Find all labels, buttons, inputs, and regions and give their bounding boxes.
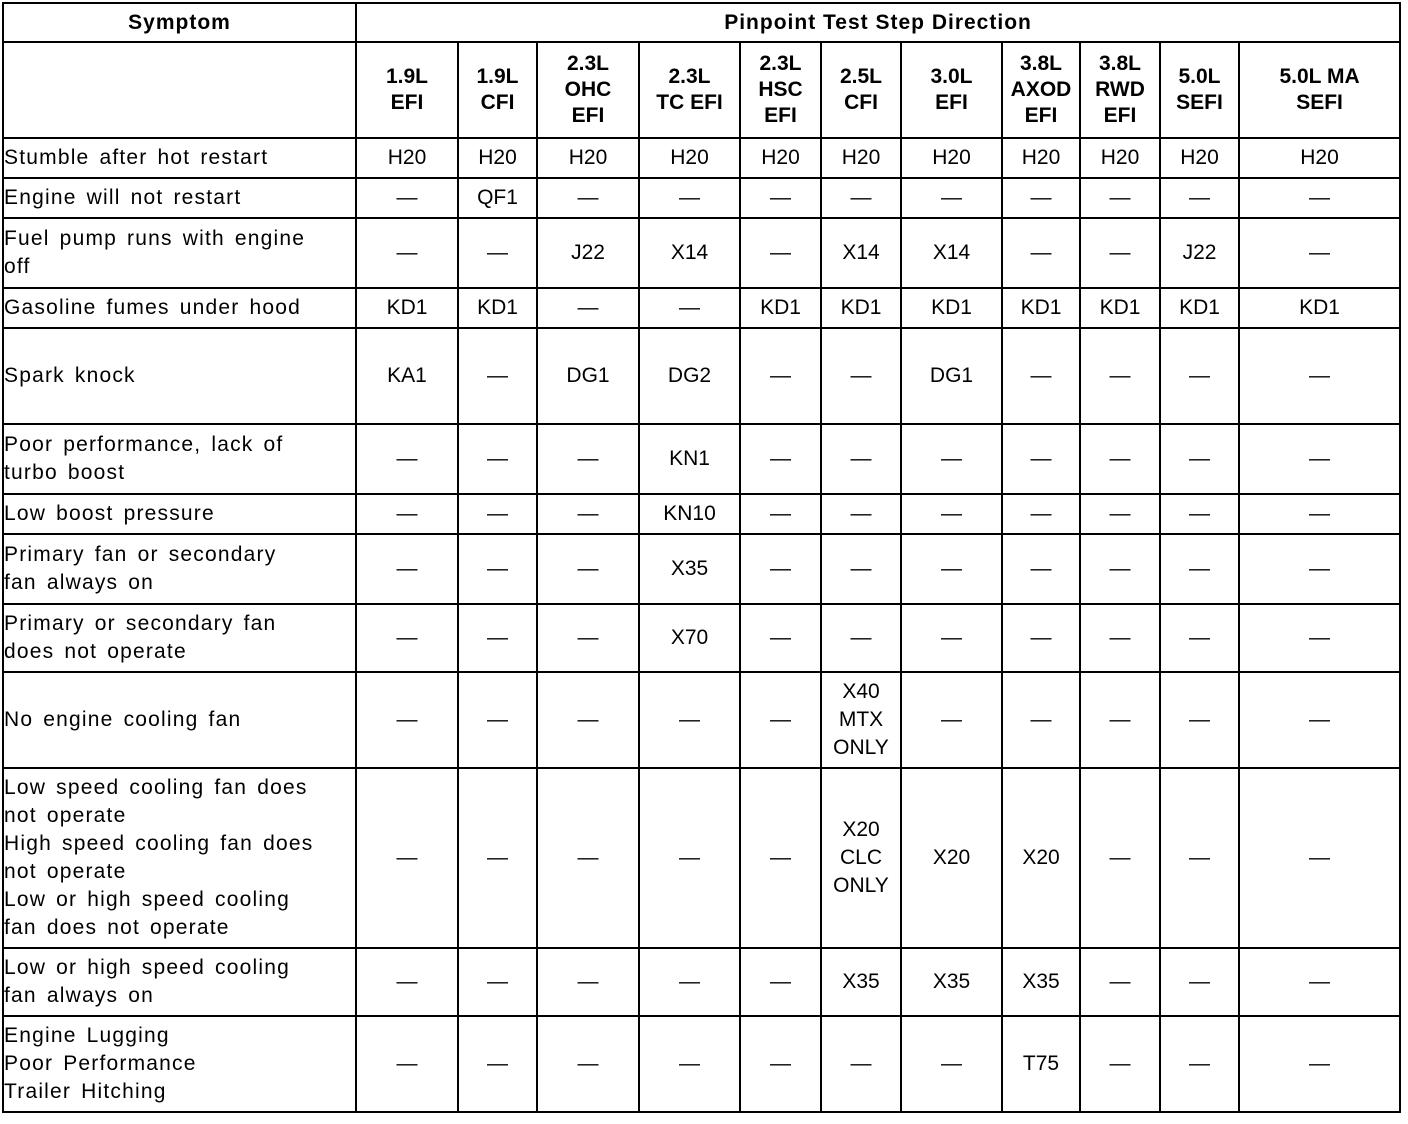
symptom-header: Symptom <box>3 3 356 42</box>
test-step-cell: — <box>901 534 1002 604</box>
test-step-cell: X14 <box>821 218 901 288</box>
test-step-cell: — <box>740 534 821 604</box>
symptom-cell: Gasoline fumes under hood <box>3 288 356 328</box>
test-step-cell: H20 <box>1002 138 1080 178</box>
test-step-cell: KD1 <box>901 288 1002 328</box>
test-step-cell: — <box>1080 768 1160 948</box>
test-step-cell: DG1 <box>537 328 639 424</box>
test-step-cell: KD1 <box>1160 288 1239 328</box>
test-step-cell: — <box>740 672 821 768</box>
test-step-cell: — <box>458 328 537 424</box>
engine-header: 5.0L SEFI <box>1160 42 1239 138</box>
test-step-cell: — <box>1160 534 1239 604</box>
test-step-cell: — <box>1239 494 1400 534</box>
test-step-cell: — <box>1160 328 1239 424</box>
test-step-cell: — <box>639 1016 740 1112</box>
test-step-cell: QF1 <box>458 178 537 218</box>
test-step-cell: — <box>537 672 639 768</box>
test-step-cell: H20 <box>537 138 639 178</box>
symptom-cell: Stumble after hot restart <box>3 138 356 178</box>
test-step-cell: — <box>356 218 458 288</box>
test-step-cell: — <box>1080 328 1160 424</box>
test-step-cell: X20 CLC ONLY <box>821 768 901 948</box>
test-step-cell: T75 <box>1002 1016 1080 1112</box>
test-step-cell: — <box>1002 424 1080 494</box>
test-step-cell: — <box>740 494 821 534</box>
engine-header: 5.0L MA SEFI <box>1239 42 1400 138</box>
table-row <box>3 768 1400 948</box>
test-step-cell: — <box>458 534 537 604</box>
test-step-cell: — <box>356 1016 458 1112</box>
engine-header: 3.8L AXOD EFI <box>1002 42 1080 138</box>
test-step-cell: — <box>740 768 821 948</box>
test-step-cell: H20 <box>1239 138 1400 178</box>
test-step-cell: — <box>537 424 639 494</box>
test-step-cell: KD1 <box>458 288 537 328</box>
engine-header: 2.3L OHC EFI <box>537 42 639 138</box>
test-step-cell: — <box>821 494 901 534</box>
test-step-cell: — <box>1239 328 1400 424</box>
test-step-cell: — <box>1239 218 1400 288</box>
test-step-cell: H20 <box>821 138 901 178</box>
engine-header: 3.8L RWD EFI <box>1080 42 1160 138</box>
symptom-cell: Engine will not restart <box>3 178 356 218</box>
test-step-cell: — <box>740 178 821 218</box>
test-step-cell: — <box>821 424 901 494</box>
test-step-cell: — <box>740 424 821 494</box>
test-step-cell: — <box>1002 604 1080 672</box>
test-step-cell: — <box>1239 1016 1400 1112</box>
test-step-cell: — <box>639 178 740 218</box>
table-row <box>3 138 1400 178</box>
test-step-cell: — <box>1160 672 1239 768</box>
test-step-cell: — <box>537 178 639 218</box>
engine-header: 1.9L EFI <box>356 42 458 138</box>
test-step-cell: — <box>1239 604 1400 672</box>
test-step-cell: — <box>1239 672 1400 768</box>
test-step-cell: X40 MTX ONLY <box>821 672 901 768</box>
test-step-cell: H20 <box>639 138 740 178</box>
test-step-cell: — <box>821 328 901 424</box>
test-step-cell: — <box>901 178 1002 218</box>
table-row <box>3 1016 1400 1112</box>
engine-header: 1.9L CFI <box>458 42 537 138</box>
symptom-cell: Primary or secondary fan does not operate <box>3 604 356 672</box>
table-row <box>3 218 1400 288</box>
test-step-cell: — <box>537 288 639 328</box>
symptom-cell: Low boost pressure <box>3 494 356 534</box>
test-step-cell: — <box>356 948 458 1016</box>
test-step-cell: — <box>1160 494 1239 534</box>
test-step-cell: X14 <box>901 218 1002 288</box>
test-step-cell: — <box>537 604 639 672</box>
test-step-cell: X20 <box>901 768 1002 948</box>
test-step-cell: — <box>537 1016 639 1112</box>
test-step-cell: — <box>1160 424 1239 494</box>
table-row <box>3 178 1400 218</box>
test-step-cell: — <box>1002 178 1080 218</box>
test-step-cell: — <box>1002 494 1080 534</box>
test-step-cell: — <box>821 178 901 218</box>
symptom-cell: Spark knock <box>3 328 356 424</box>
test-step-cell: KD1 <box>740 288 821 328</box>
test-step-cell: KN1 <box>639 424 740 494</box>
test-step-cell: X35 <box>639 534 740 604</box>
test-step-cell: — <box>458 218 537 288</box>
engine-header: 3.0L EFI <box>901 42 1002 138</box>
table-row <box>3 328 1400 424</box>
test-step-cell: — <box>639 948 740 1016</box>
test-step-cell: — <box>740 948 821 1016</box>
table-row <box>3 424 1400 494</box>
test-step-cell: — <box>740 218 821 288</box>
symptom-rows <box>3 138 1400 1112</box>
blank-header-cell <box>3 42 356 138</box>
test-step-cell: — <box>901 494 1002 534</box>
test-step-cell: — <box>1002 328 1080 424</box>
test-step-cell: — <box>458 1016 537 1112</box>
test-step-cell: — <box>356 534 458 604</box>
test-step-cell: DG2 <box>639 328 740 424</box>
test-step-cell: — <box>1002 534 1080 604</box>
symptom-cell: Poor performance, lack of turbo boost <box>3 424 356 494</box>
test-step-cell: — <box>1080 218 1160 288</box>
test-step-cell: H20 <box>901 138 1002 178</box>
table-row <box>3 288 1400 328</box>
engine-header: 2.3L HSC EFI <box>740 42 821 138</box>
test-step-cell: — <box>740 1016 821 1112</box>
test-step-cell: — <box>458 672 537 768</box>
test-step-cell: KD1 <box>1239 288 1400 328</box>
test-step-cell: — <box>901 424 1002 494</box>
table-row <box>3 534 1400 604</box>
test-step-cell: — <box>1239 534 1400 604</box>
test-step-cell: — <box>458 948 537 1016</box>
test-step-cell: H20 <box>1160 138 1239 178</box>
test-step-cell: — <box>740 604 821 672</box>
engine-header: 2.5L CFI <box>821 42 901 138</box>
pinpoint-test-table <box>2 2 1401 1113</box>
test-step-cell: — <box>740 328 821 424</box>
test-step-cell: — <box>1080 494 1160 534</box>
test-step-cell: J22 <box>537 218 639 288</box>
test-step-cell: J22 <box>1160 218 1239 288</box>
test-step-cell: — <box>901 604 1002 672</box>
table-row <box>3 672 1400 768</box>
test-step-cell: — <box>1080 604 1160 672</box>
test-step-cell: X35 <box>1002 948 1080 1016</box>
test-step-cell: — <box>1239 178 1400 218</box>
test-step-cell: — <box>639 768 740 948</box>
table-row <box>3 494 1400 534</box>
test-step-cell: — <box>1239 424 1400 494</box>
test-step-cell: X70 <box>639 604 740 672</box>
test-step-cell: — <box>1080 424 1160 494</box>
engine-header: 2.3L TC EFI <box>639 42 740 138</box>
test-step-cell: — <box>1239 768 1400 948</box>
test-step-cell: X35 <box>821 948 901 1016</box>
test-step-cell: X20 <box>1002 768 1080 948</box>
test-step-cell: KD1 <box>1002 288 1080 328</box>
test-step-cell: — <box>356 178 458 218</box>
test-step-cell: DG1 <box>901 328 1002 424</box>
symptom-cell: Primary fan or secondary fan always on <box>3 534 356 604</box>
test-step-cell: — <box>537 948 639 1016</box>
test-step-cell: KD1 <box>1080 288 1160 328</box>
test-step-cell: — <box>537 494 639 534</box>
test-step-cell: X14 <box>639 218 740 288</box>
table-row <box>3 604 1400 672</box>
test-step-cell: — <box>1160 1016 1239 1112</box>
test-step-cell: — <box>356 494 458 534</box>
test-step-cell: — <box>356 768 458 948</box>
symptom-cell: No engine cooling fan <box>3 672 356 768</box>
test-step-cell: — <box>458 494 537 534</box>
test-step-cell: — <box>537 768 639 948</box>
symptom-cell: Fuel pump runs with engine off <box>3 218 356 288</box>
test-step-cell: H20 <box>356 138 458 178</box>
symptom-cell: Low or high speed cooling fan always on <box>3 948 356 1016</box>
test-step-cell: — <box>1239 948 1400 1016</box>
test-step-cell: — <box>1080 178 1160 218</box>
test-step-cell: — <box>1080 534 1160 604</box>
test-step-cell: — <box>1080 1016 1160 1112</box>
test-step-cell: — <box>458 768 537 948</box>
test-step-cell: — <box>639 288 740 328</box>
test-step-cell: H20 <box>740 138 821 178</box>
test-step-cell: — <box>821 1016 901 1112</box>
test-step-cell: KD1 <box>821 288 901 328</box>
pinpoint-direction-header: Pinpoint Test Step Direction <box>356 3 1400 42</box>
test-step-cell: — <box>1160 948 1239 1016</box>
test-step-cell: — <box>1080 672 1160 768</box>
test-step-cell: KA1 <box>356 328 458 424</box>
test-step-cell: — <box>356 424 458 494</box>
test-step-cell: — <box>458 604 537 672</box>
test-step-cell: — <box>1160 768 1239 948</box>
engine-header-row <box>3 42 1400 138</box>
test-step-cell: KD1 <box>356 288 458 328</box>
test-step-cell: — <box>356 672 458 768</box>
test-step-cell: — <box>639 672 740 768</box>
table-row <box>3 948 1400 1016</box>
test-step-cell: — <box>901 1016 1002 1112</box>
test-step-cell: — <box>356 604 458 672</box>
test-step-cell: — <box>1002 672 1080 768</box>
test-step-cell: — <box>1160 178 1239 218</box>
test-step-cell: — <box>1080 948 1160 1016</box>
test-step-cell: KN10 <box>639 494 740 534</box>
test-step-cell: H20 <box>1080 138 1160 178</box>
symptom-cell: Low speed cooling fan does not operate High speed cooling fan does not operate Low or high speed cooling fan does not operate <box>3 768 356 948</box>
test-step-cell: — <box>821 604 901 672</box>
test-step-cell: — <box>537 534 639 604</box>
test-step-cell: — <box>1002 218 1080 288</box>
test-step-cell: — <box>901 672 1002 768</box>
symptom-cell: Engine Lugging Poor Performance Trailer Hitching <box>3 1016 356 1112</box>
test-step-cell: H20 <box>458 138 537 178</box>
test-step-cell: — <box>821 534 901 604</box>
test-step-cell: — <box>1160 604 1239 672</box>
test-step-cell: X35 <box>901 948 1002 1016</box>
test-step-cell: — <box>458 424 537 494</box>
